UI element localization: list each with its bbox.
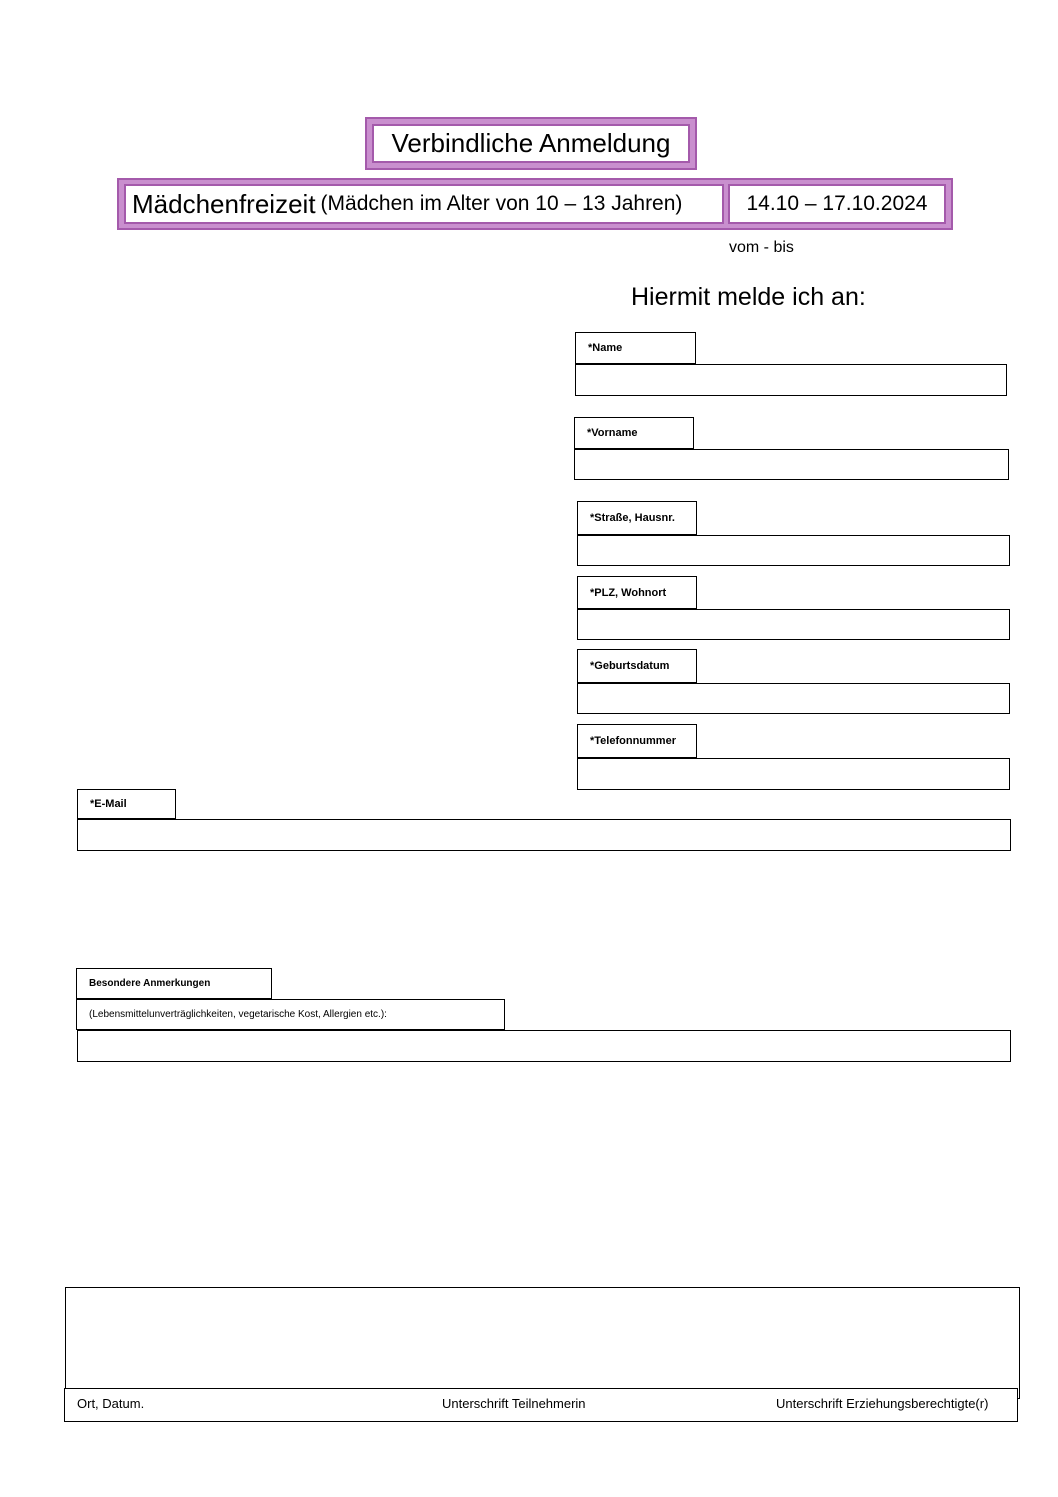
- plz-label: *PLZ, Wohnort: [577, 576, 697, 609]
- telefon-label: *Telefonnummer: [577, 724, 697, 758]
- vorname-label: *Vorname: [574, 417, 694, 449]
- page-title: Verbindliche Anmeldung: [391, 128, 671, 158]
- vorname-field[interactable]: [574, 449, 1009, 480]
- event-dates: 14.10 – 17.10.2024: [746, 192, 928, 215]
- title-box: [372, 124, 690, 163]
- signature-area[interactable]: [65, 1287, 1020, 1399]
- remarks-label: Besondere Anmerkungen: [76, 968, 272, 999]
- signature-guardian-label: Unterschrift Erziehungsberechtigte(r): [776, 1396, 989, 1411]
- name-label: *Name: [575, 332, 696, 364]
- signature-participant-label: Unterschrift Teilnehmerin: [442, 1396, 586, 1411]
- title-frame: [365, 117, 697, 170]
- dates-caption: vom - bis: [729, 239, 794, 256]
- event-dates-box: [728, 184, 946, 224]
- strasse-field[interactable]: [577, 535, 1010, 566]
- remarks-field[interactable]: [77, 1030, 1011, 1062]
- event-banner: [117, 178, 953, 230]
- ort-datum-label: Ort, Datum.: [77, 1396, 145, 1411]
- remarks-sublabel: (Lebensmittelunverträglichkeiten, vegetarische Kost, Allergien etc.):: [76, 999, 505, 1030]
- geburtsdatum-field[interactable]: [577, 683, 1010, 714]
- name-field[interactable]: [575, 364, 1007, 396]
- form-heading: Hiermit melde ich an:: [631, 283, 866, 311]
- event-name: Mädchenfreizeit: [132, 188, 316, 219]
- telefon-field[interactable]: [577, 758, 1010, 790]
- plz-field[interactable]: [577, 609, 1010, 640]
- email-label: *E-Mail: [77, 789, 176, 819]
- event-name-box: [124, 184, 724, 224]
- event-detail: (Mädchen im Alter von 10 – 13 Jahren): [320, 192, 683, 215]
- email-field[interactable]: [77, 819, 1011, 851]
- geburtsdatum-label: *Geburtsdatum: [577, 649, 697, 683]
- strasse-label: *Straße, Hausnr.: [577, 501, 697, 535]
